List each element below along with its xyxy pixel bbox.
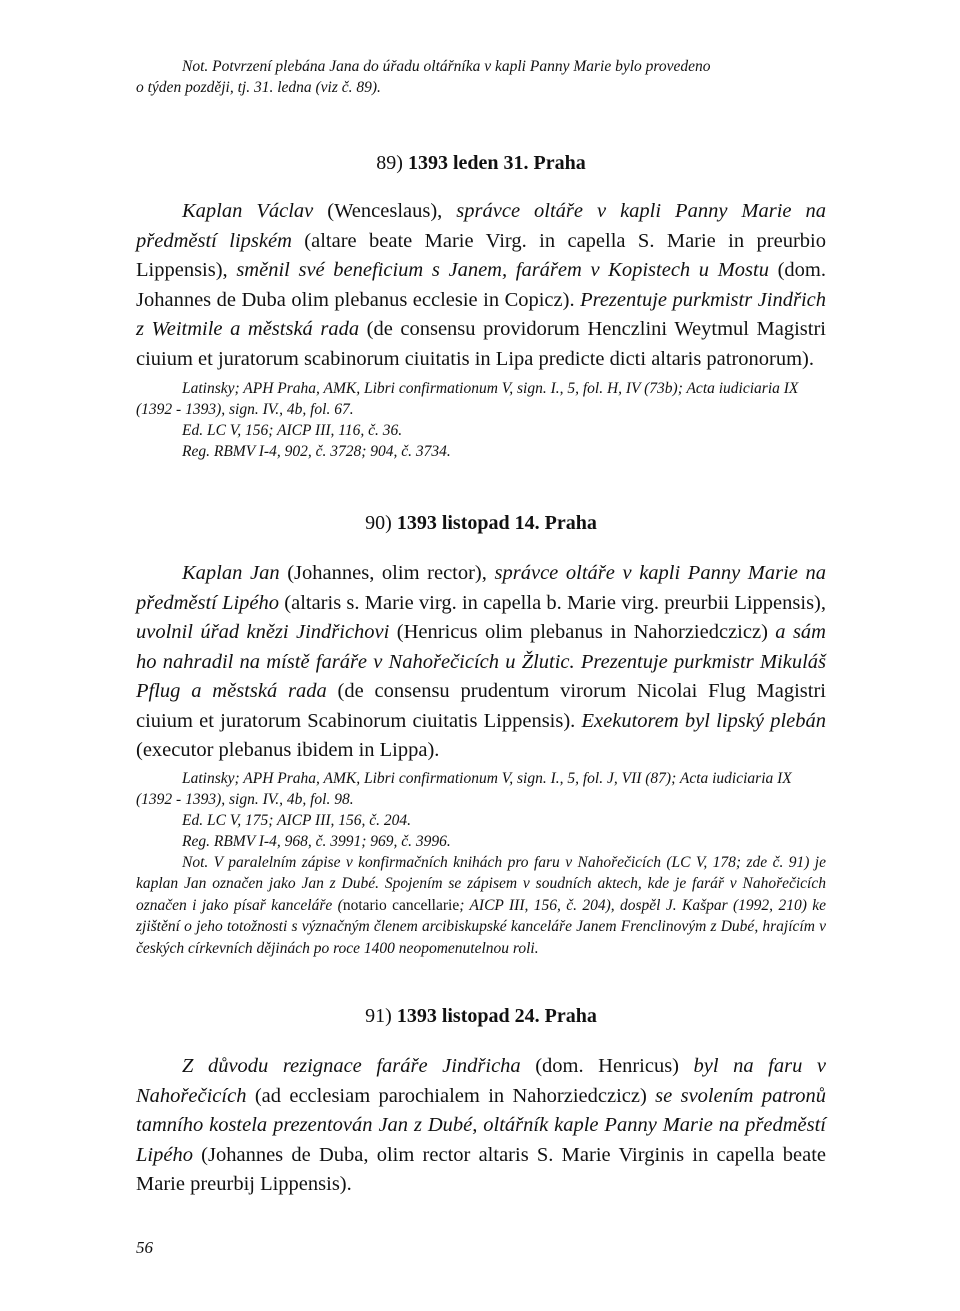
entry-90-t9: Exekutorem byl lipský plebán	[581, 709, 826, 732]
entry-89-source: Latinsky; APH Praha, AMK, Libri confirmationum V, sign. I., 5, fol. H, IV (73b); Acta iudiciaria IX (1392 - 1393), sign. IV., 4b, fol. 67.	[136, 380, 799, 418]
entry-90-note-b: notario cancellarie	[342, 896, 460, 914]
entry-89-t2: (Wenceslaus),	[313, 200, 457, 222]
entry-89-t8: (de consensu providorum Henczlini Weytmul Magistri ciuium et juratorum scabinorum ciuitatis in Lipa predicte dicti altaris patronorum).	[136, 318, 826, 370]
entry-91-t5: se svolením patronů tamního kostela prezentován Jan z Dubé, oltářník kaple Panny Marie na předměstí Lipého	[136, 1084, 826, 1166]
entry-89-t7: Prezentuje purkmistr Jindřich z Weitmile a městská rada	[136, 288, 826, 340]
top-note-line2: o týden později, tj. 31. ledna (viz č. 89).	[136, 79, 381, 96]
entry-91-t1: Z důvodu rezignace faráře Jindřicha	[182, 1055, 521, 1077]
entry-91-text	[136, 1052, 826, 1200]
top-note	[136, 56, 826, 98]
entry-89-t1: Kaplan Václav	[182, 200, 314, 222]
entry-90-edition: Ed. LC V, 175; AICP III, 156, č. 204.	[182, 811, 412, 829]
entry-91-date-place: 1393 listopad 24. Praha	[396, 1005, 597, 1027]
entry-90-note-c: ; AICP III, 156, č. 204), dospěl J. Kašpar (1992, 210) ke zjištění o jeho totožnosti s význačným členem arcibiskupské kanceláře Janem Frenclinovým z Dubé, hrajícím v českých církevních dějinách po roce 1400 neopomenutelnou roli.	[136, 896, 826, 957]
entry-89-heading	[136, 152, 826, 175]
entry-91-t4: (ad ecclesiam parochialem in Nahorziedczicz)	[246, 1084, 656, 1107]
entry-91-number: 91)	[365, 1005, 392, 1027]
entry-90-heading	[136, 512, 826, 535]
entry-91-t2: (dom. Henricus)	[520, 1055, 694, 1077]
top-note-line1: Not. Potvrzení plebána Jana do úřadu oltářníka v kapli Panny Marie bylo provedeno	[182, 58, 711, 75]
entry-90-t5: uvolnil úřad knězi Jindřichovi	[136, 621, 390, 643]
entry-90-t1: Kaplan Jan	[182, 562, 280, 584]
entry-90-note-a: Not. V paralelním zápise v konfirmačních knihách pro faru v Nahořečicích (LC V, 178; zde č. 91) je kaplan Jan označen jako Jan z Dubé. Spojením se zápisem v soudních aktech, kde je farář v Nahořečicích označen i jako písař kanceláře (	[136, 853, 826, 914]
entry-89-t4: (altare beate Marie Virg. in capella S. Marie in preurbio Lippensis),	[136, 229, 826, 281]
entry-90-t3: správce oltáře v kapli Panny Marie na předměstí Lipého	[136, 562, 827, 614]
entry-90-text	[136, 559, 826, 766]
entry-91-heading	[136, 1005, 826, 1028]
entry-89-date-place: 1393 leden 31. Praha	[407, 152, 586, 174]
entry-89-number: 89)	[376, 152, 403, 174]
entry-89-t6: (dom. Johannes de Duba olim plebanus ecclesie in Copicz).	[136, 259, 826, 311]
entry-90-t10: (executor plebanus ibidem in Lippa).	[136, 739, 440, 761]
entry-90-t6: (Henricus olim plebanus in Nahorziedczicz)	[389, 621, 776, 643]
entry-90-t8: (de consensu prudentum virorum Nicolai Flug Magistri ciuium et juratorum Scabinorum ciuitatis Lippensis).	[136, 680, 827, 732]
entry-91-t6: (Johannes de Duba, olim rector altaris S. Marie Virginis in capella beate Marie preurbij Lippensis).	[136, 1143, 826, 1195]
entry-90-date-place: 1393 listopad 14. Praha	[396, 512, 597, 534]
entry-89-edition: Ed. LC V, 156; AICP III, 116, č. 36.	[182, 422, 403, 439]
entry-89-t3: správce oltáře v kapli Panny Marie na předměstí lipském	[136, 200, 826, 252]
entry-90-source: Latinsky; APH Praha, AMK, Libri confirmationum V, sign. I., 5, fol. J, VII (87); Acta iudiciaria IX (1392 - 1393), sign. IV., 4b, fol. 98.	[136, 769, 792, 808]
entry-91-t3: byl na faru v Nahořečicích	[136, 1055, 826, 1107]
entry-89-regest: Reg. RBMV I-4, 902, č. 3728; 904, č. 3734.	[182, 443, 451, 460]
entry-90-t4: (altaris s. Marie virg. in capella b. Marie virg. preurbii Lippensis),	[279, 591, 826, 614]
entry-89-t5: směnil své beneficium s Janem, farářem v Kopistech u Mostu	[236, 259, 769, 281]
page-content	[136, 56, 826, 1200]
entry-90-t2: (Johannes, olim rector),	[279, 562, 495, 584]
entry-90-regest: Reg. RBMV I-4, 968, č. 3991; 969, č. 3996.	[182, 832, 451, 850]
page-number: 56	[136, 1238, 153, 1257]
entry-90-note	[136, 852, 826, 960]
entry-89-text	[136, 197, 826, 374]
entry-90-t7: a sám ho nahradil na místě faráře v Nahořečicích u Žlutic. Prezentuje purkmistr Mikuláš Pflug a městská rada	[136, 621, 826, 702]
entry-90-number: 90)	[365, 512, 392, 534]
